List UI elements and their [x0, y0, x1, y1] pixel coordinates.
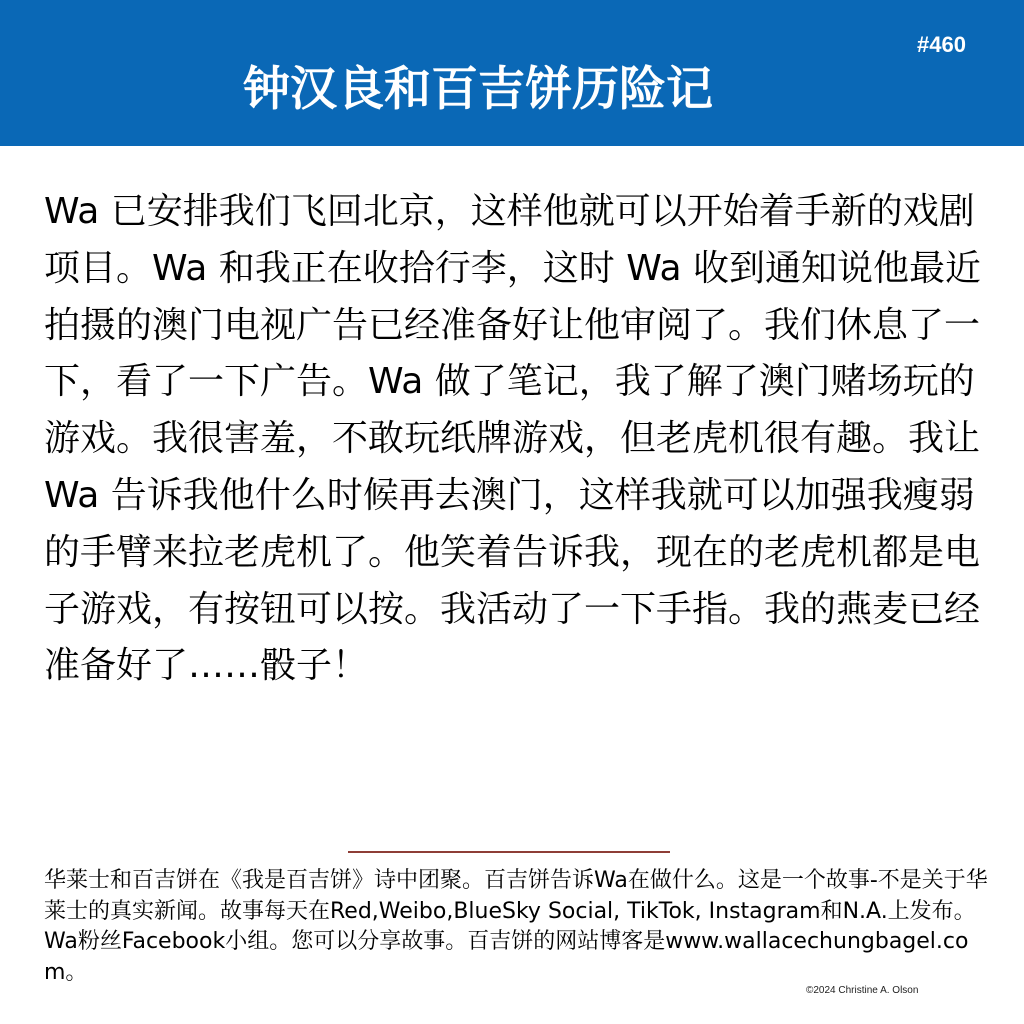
divider-line — [348, 851, 670, 853]
header-banner — [0, 0, 1024, 146]
page-title: 钟汉良和百吉饼历险记 — [243, 62, 713, 117]
footer-note: 华莱士和百吉饼在《我是百吉饼》诗中团聚。百吉饼告诉Wa在做什么。这是一个故事-不是关于华莱士的真实新闻。故事每天在Red,Weibo,BlueSky Social, TikTok, Instagram和N.A.上发布。Wa粉丝Facebook小组。您可以分享故事。百吉饼的网站博客是www.wallacechungbagel.com。 — [44, 868, 988, 985]
story-text: Wa 已安排我们飞回北京，这样他就可以开始着手新的戏剧项目。Wa 和我正在收拾行李，这时 Wa 收到通知说他最近拍摄的澳门电视广告已经准备好让他审阅了。我们休息了一下，看了一下广告。Wa 做了笔记，我了解了澳门赌场玩的游戏。我很害羞，不敢玩纸牌游戏，但老虎机很有趣。我让 Wa 告诉我他什么时候再去澳门，这样我就可以加强我瘦弱的手臂来拉老虎机了。他笑着告诉我，现在的老虎机都是电子游戏，有按钮可以按。我活动了一下手指。我的燕麦已经准备好了……骰子！ — [44, 191, 982, 687]
issue-number: #460 — [917, 32, 966, 57]
copyright-text: ©2024 Christine A. Olson — [806, 985, 919, 996]
